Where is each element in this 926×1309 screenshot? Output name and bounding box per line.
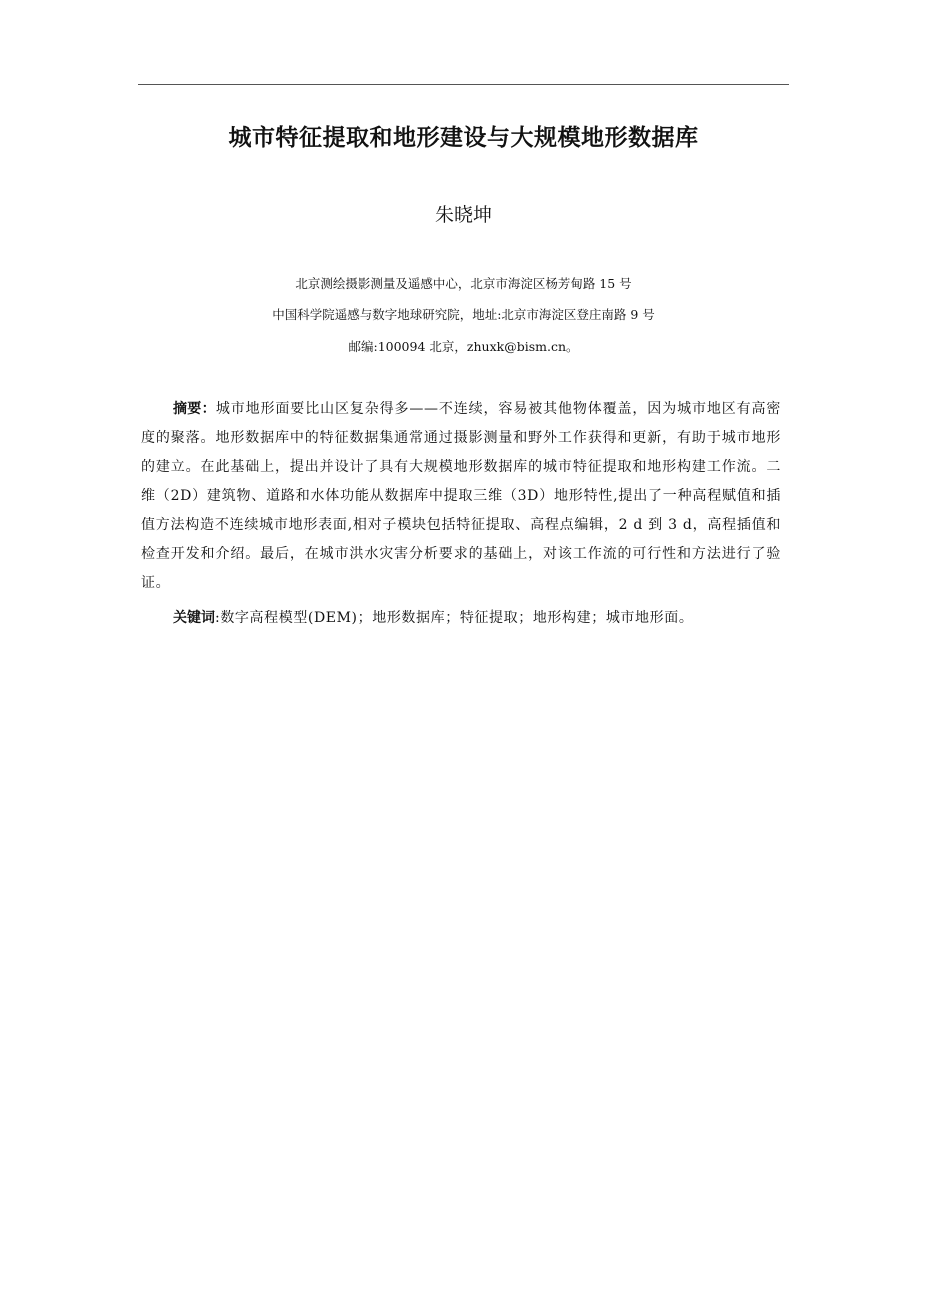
header-rule	[138, 84, 789, 85]
keywords-text: :数字高程模型(DEM)；地形数据库；特征提取；地形构建；城市地形面。	[215, 610, 694, 626]
abstract	[141, 395, 781, 598]
affiliation-2: 中国科学院遥感与数字地球研究院，地址:北京市海淀区登庄南路 9 号	[272, 307, 655, 322]
abstract-text: 城市地形面要比山区复杂得多——不连续，容易被其他物体覆盖，因为城市地区有高密度的聚落。地形数据库中的特征数据集通常通过摄影测量和野外工作获得和更新，有助于城市地形的建立。在此基础上，提出并设计了具有大规模地形数据库的城市特征提取和地形构建工作流。二维（2D）建筑物、道路和水体功能从数据库中提取三维（3D）地形特性,提出了一种高程赋值和插值方法构造不连续城市地形表面,相对子模块包括特征提取、高程点编辑，2 d 到 3 d，高程插值和检查开发和介绍。最后，在城市洪水灾害分析要求的基础上，对该工作流的可行性和方法进行了验证。	[141, 401, 781, 591]
affiliation-1: 北京测绘摄影测量及遥感中心，北京市海淀区杨芳甸路 15 号	[295, 276, 632, 291]
author-name: 朱晓坤	[434, 204, 492, 226]
affiliation-3: 邮编:100094 北京，zhuxk@bism.cn。	[348, 339, 579, 354]
abstract-label: 摘要：	[173, 401, 216, 417]
keywords	[141, 604, 781, 633]
keywords-label: 关键词	[173, 610, 215, 626]
paper-title: 城市特征提取和地形建设与大规模地形数据库	[228, 125, 699, 151]
